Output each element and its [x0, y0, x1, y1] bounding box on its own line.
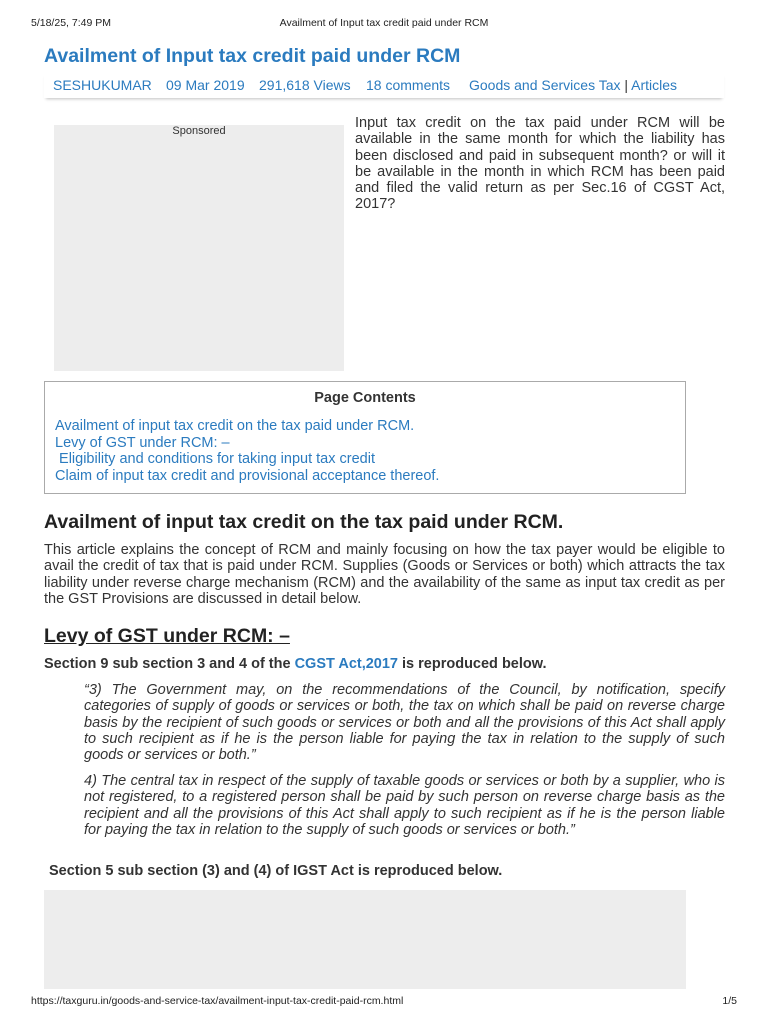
print-timestamp: 5/18/25, 7:49 PM — [31, 17, 111, 29]
print-page-title: Availment of Input tax credit paid under RCM — [279, 17, 489, 29]
print-page-number: 1/5 — [722, 995, 737, 1007]
blockquote-section9-4: 4) The central tax in respect of the supply of taxable goods or services or both by a supplier, who is not registered, to a registered person shall be paid by such person on reverse charge basis as the recipient and all the provisions of this Act shall apply to such recipient as if he is the person liable for paying the tax in relation to the supply of such goods or services or both.” — [84, 773, 725, 838]
subheading-prefix: Section 9 sub section 3 and 4 of the — [44, 656, 295, 672]
article-meta-bar — [44, 72, 724, 98]
articles-link[interactable]: Articles — [631, 77, 678, 93]
page-contents-box — [44, 381, 686, 494]
embedded-ad-placeholder[interactable] — [44, 890, 686, 989]
cgst-act-link[interactable]: CGST Act,2017 — [294, 656, 398, 672]
sponsored-ad[interactable] — [54, 125, 344, 371]
toc-link[interactable]: Availment of input tax credit on the tax paid under RCM. — [55, 418, 415, 434]
toc-link[interactable]: Levy of GST under RCM: – — [55, 434, 230, 451]
page-contents-list — [55, 418, 439, 484]
print-footer — [0, 995, 768, 1009]
sponsored-label: Sponsored — [172, 125, 226, 137]
section5-subheading: Section 5 sub section (3) and (4) of IGST Act is reproduced below. — [49, 863, 503, 879]
section-heading-levy: Levy of GST under RCM: – — [44, 625, 290, 647]
meta-separator: | — [624, 77, 629, 93]
toc-link[interactable]: Eligibility and conditions for taking input tax credit — [55, 451, 375, 467]
view-count: 291,618 Views — [259, 77, 351, 93]
section-paragraph: This article explains the concept of RCM and mainly focusing on how the tax payer would be eligible to avail the credit of tax that is paid under RCM. Supplies (Goods or Services or both) which attracts the tax liability under reverse charge mechanism (RCM) and the availability of the same as input tax credit as per the GST Provisions are discussed in detail below. — [44, 542, 725, 607]
blockquote-section9-3: “3) The Government may, on the recommendations of the Council, by notification, specify categories of supply of goods or services or both, the tax on which shall be paid on reverse charge basis by the recipient of such goods or services or both and all the provisions of this Act shall apply to such recipient as if he is the person liable for paying the tax in relation to the supply of such goods or services or both.” — [84, 682, 725, 764]
author-link[interactable]: SESHUKUMAR — [53, 77, 152, 93]
print-url: https://taxguru.in/goods-and-service-tax/availment-input-tax-credit-paid-rcm.html — [31, 995, 404, 1007]
print-header — [0, 17, 768, 31]
publish-date: 09 Mar 2019 — [166, 77, 245, 93]
section9-subheading — [44, 656, 547, 672]
article-title[interactable]: Availment of Input tax credit paid under RCM — [44, 45, 461, 67]
section-heading-availment: Availment of input tax credit on the tax paid under RCM. — [44, 511, 564, 533]
category-link[interactable]: Goods and Services Tax — [469, 77, 621, 93]
subheading-suffix: is reproduced below. — [398, 656, 547, 672]
page-contents-title: Page Contents — [314, 390, 416, 406]
comments-link[interactable]: 18 comments — [366, 77, 451, 93]
intro-paragraph: Input tax credit on the tax paid under RCM will be available in the same month for which the liability has been disclosed and paid in subsequent month? or will it be available in the month in which RCM has been paid and filed the valid return as per Sec.16 of CGST Act, 2017? — [355, 115, 725, 213]
toc-link[interactable]: Claim of input tax credit and provisional acceptance thereof. — [55, 467, 440, 484]
